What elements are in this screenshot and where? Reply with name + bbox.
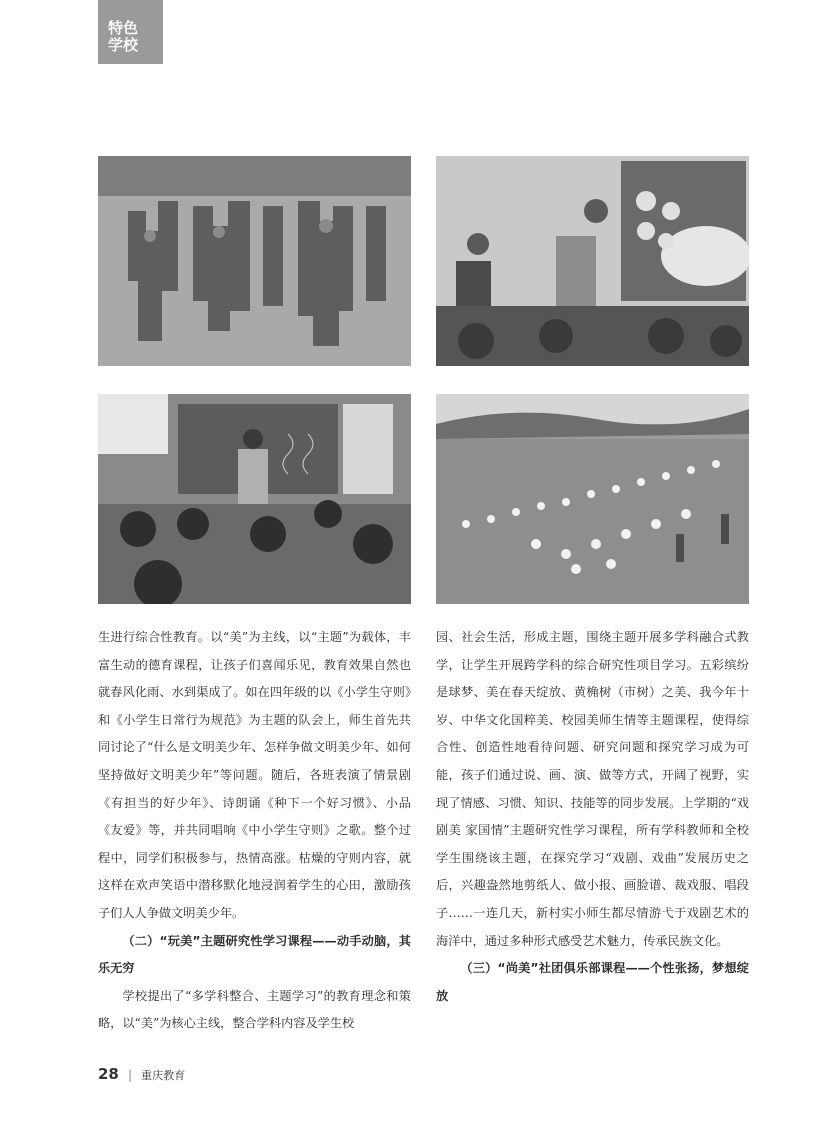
journal-name: 重庆教育 bbox=[141, 1069, 186, 1082]
section-tag bbox=[98, 0, 163, 64]
paragraph: 生进行综合性教育。以“美”为主线，以“主题”为载体，丰富生动的德育课程，让孩子们喜闻乐见，教育效果自然也就春风化雨、水到渠成了。如在四年级的以《小学生守则》和《小学生日常行为规范》为主题的队会上，师生首先共同讨论了“什么是文明美少年、怎样争做文明美少年、如何坚持做好文明美少年”等问题。随后，各班表演了情景剧《有担当的好少年》、诗朗诵《种下一个好习惯》、小品《友爱》等，并共同唱响《中小学生守则》之歌。整个过程中，同学们积极参与，热情高涨。枯燥的守则内容，就这样在欢声笑语中潜移默化地浸润着学生的心田，激励孩子们人人争做文明美少年。 bbox=[98, 630, 411, 920]
photo-english-class bbox=[98, 394, 411, 604]
photo-playground-performance bbox=[436, 394, 749, 604]
photo-classroom-presentation bbox=[436, 156, 749, 366]
section-heading: （三）“尚美”社团俱乐部课程——个性张扬，梦想绽放 bbox=[436, 961, 749, 1003]
photo-outdoor-exercise bbox=[98, 156, 411, 366]
paragraph: 园、社会生活，形成主题，围绕主题开展多学科融合式教学，让学生开展跨学科的综合研究性项目学习。五彩缤纷是球梦、美在春天绽放、黄桷树（市树）之美、我今年十岁、中华文化国粹美、校园美师生情等主题课程，使得综合性、创造性地看待问题、研究问题和探究学习成为可能，孩子们通过说、画、演、做等方式，开阔了视野，实现了情感、习惯、知识、技能等的同步发展。上学期的“戏剧美 家国情”主题研究性学习课程，所有学科教师和全校学生围绕该主题，在探究学习“戏剧、戏曲”发展历史之后，兴趣盎然地剪纸人、做小报、画脸谱、裁戏服、唱段子……一连几天，新村实小师生都尽情游弋于戏剧艺术的海洋中，通过多种形式感受艺术魅力，传承民族文化。 bbox=[436, 630, 749, 948]
footer-separator: | bbox=[127, 1068, 133, 1082]
text-column-left bbox=[98, 624, 411, 1038]
section-heading: （二）“玩美”主题研究性学习课程——动手动脑，其乐无穷 bbox=[98, 933, 411, 976]
text-column-right bbox=[436, 624, 749, 1010]
page-number: 28 bbox=[98, 1065, 119, 1083]
section-tag-line1: 特色 bbox=[108, 19, 139, 37]
section-tag-line2: 学校 bbox=[108, 36, 139, 54]
paragraph: 学校提出了“多学科整合、主题学习”的教育理念和策略，以“美”为核心主线，整合学科内容及学生校 bbox=[98, 988, 411, 1031]
page-footer bbox=[98, 1064, 185, 1083]
